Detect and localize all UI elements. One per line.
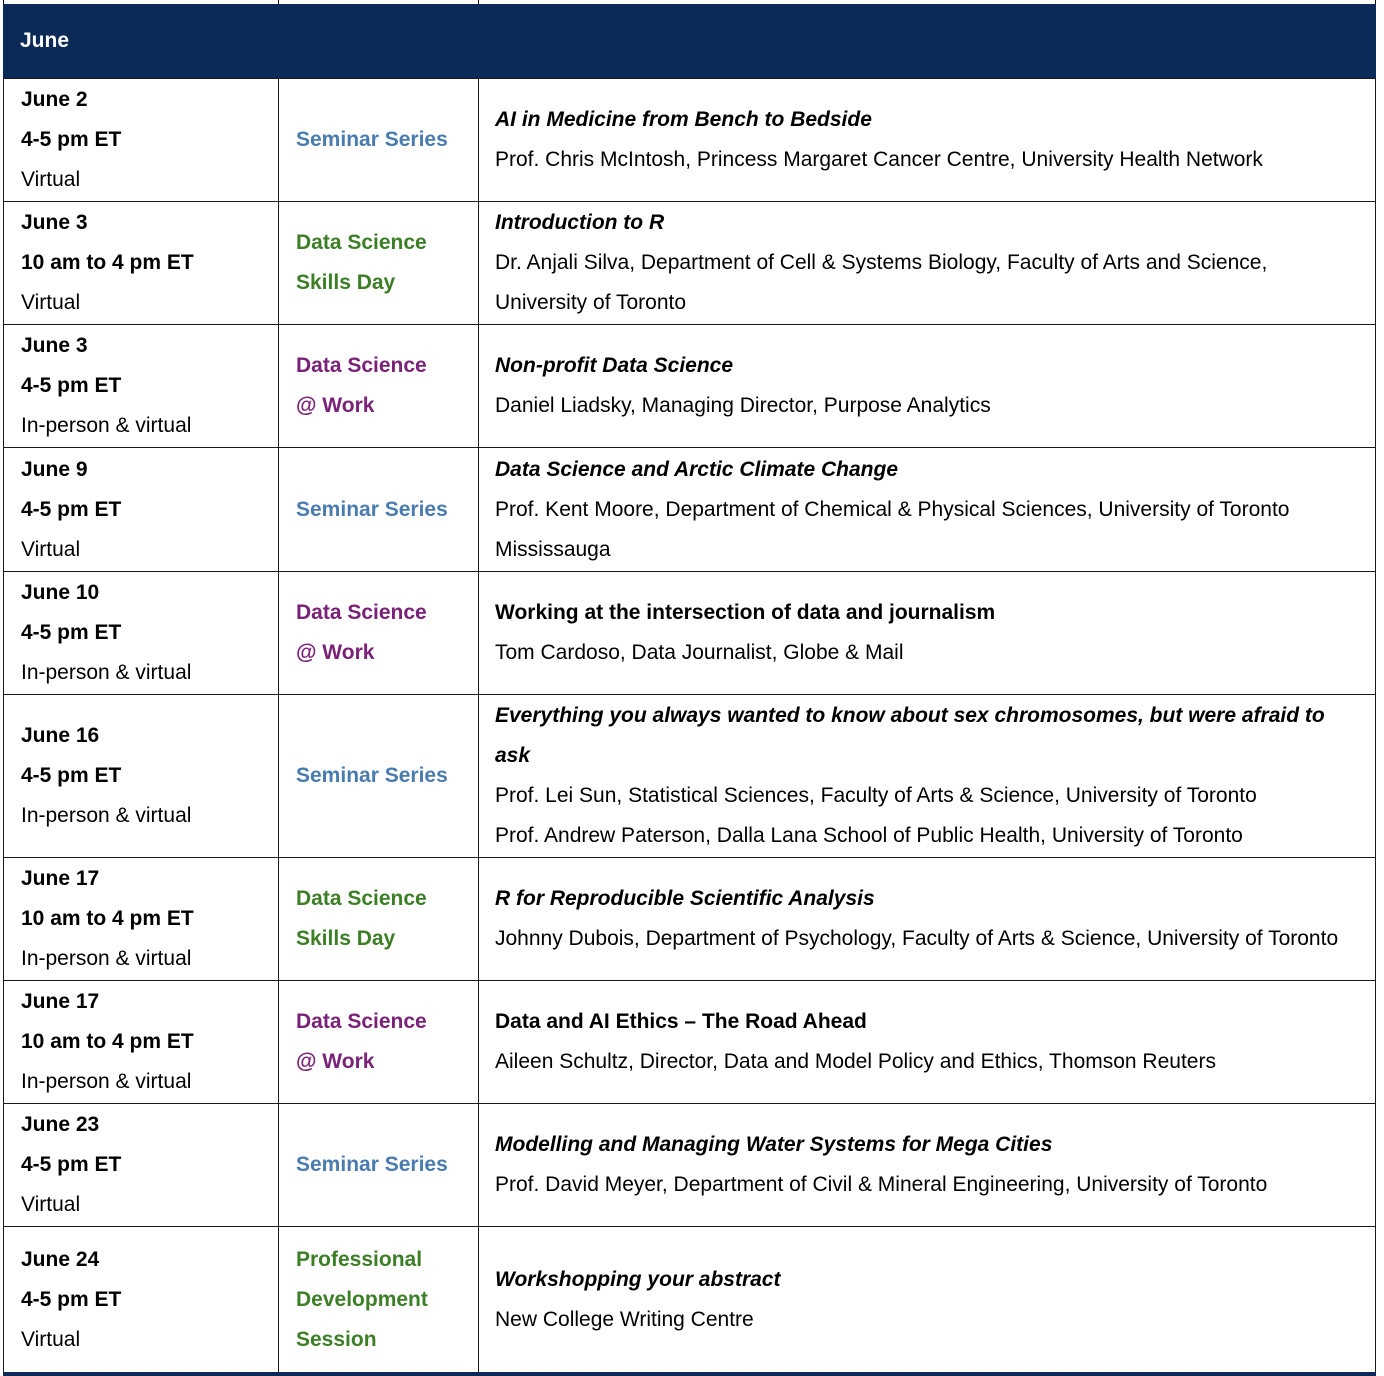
event-row (4, 1104, 1376, 1227)
event-row (4, 325, 1376, 448)
event-details-cell (479, 858, 1376, 981)
event-title: Everything you always wanted to know about sex chromosomes, but were afraid to ask (495, 704, 1325, 767)
event-row (4, 79, 1376, 202)
event-category-line: Seminar Series (296, 1153, 448, 1176)
event-date: June 2 (21, 88, 88, 111)
event-when-cell (4, 1104, 279, 1227)
event-time: 4-5 pm ET (21, 621, 122, 644)
event-row (4, 1227, 1376, 1373)
event-details-cell (479, 202, 1376, 325)
event-date: June 23 (21, 1113, 100, 1136)
event-when-cell (4, 202, 279, 325)
event-category-line: Professional (296, 1247, 423, 1271)
event-title: Introduction to R (495, 211, 665, 234)
event-title: Modelling and Managing Water Systems for Mega Cities (495, 1133, 1053, 1156)
event-mode: In-person & virtual (21, 804, 192, 827)
event-time: 10 am to 4 pm ET (21, 251, 194, 274)
event-time: 4-5 pm ET (21, 128, 122, 151)
event-when-cell (4, 858, 279, 981)
event-category-cell (279, 79, 479, 202)
event-mode: In-person & virtual (21, 947, 192, 970)
event-time: 4-5 pm ET (21, 497, 122, 521)
event-details-cell (479, 572, 1376, 695)
event-category-cell (279, 325, 479, 448)
event-speaker: Tom Cardoso, Data Journalist, Globe & Mail (495, 641, 904, 664)
event-category-line: @ Work (296, 1050, 375, 1073)
event-category-line: Data Science (296, 1010, 427, 1033)
event-time: 4-5 pm ET (21, 1153, 122, 1176)
event-when-cell (4, 572, 279, 695)
month-header: June (3, 4, 1376, 78)
event-category-line: Data Science (296, 231, 427, 254)
event-category-cell (279, 572, 479, 695)
event-category-cell (279, 981, 479, 1104)
event-row (4, 695, 1376, 858)
event-time: 4-5 pm ET (21, 374, 122, 397)
event-details-cell (479, 1227, 1376, 1373)
event-row (4, 448, 1376, 572)
event-category-line: Skills Day (296, 927, 396, 950)
event-speaker: Prof. Lei Sun, Statistical Sciences, Faculty of Arts & Science, University of Toronto (495, 784, 1257, 807)
event-date: June 10 (21, 581, 100, 604)
event-category-line: Session (296, 1327, 377, 1351)
event-title: Workshopping your abstract (495, 1267, 781, 1291)
event-category-line: Data Science (296, 354, 427, 377)
event-category-line: @ Work (296, 394, 375, 417)
event-category-cell (279, 448, 479, 572)
event-details-cell (479, 695, 1376, 858)
event-mode: In-person & virtual (21, 661, 192, 684)
event-when-cell (4, 1227, 279, 1373)
event-mode: Virtual (21, 1193, 81, 1216)
event-speaker: Prof. David Meyer, Department of Civil & Mineral Engineering, University of Toronto (495, 1173, 1268, 1196)
event-speaker: New College Writing Centre (495, 1307, 754, 1331)
event-title: AI in Medicine from Bench to Bedside (495, 108, 872, 131)
event-time: 10 am to 4 pm ET (21, 907, 194, 930)
events-table (3, 78, 1376, 1373)
event-row (4, 572, 1376, 695)
event-when-cell (4, 981, 279, 1104)
event-mode: Virtual (21, 168, 81, 191)
event-category-cell (279, 1227, 479, 1373)
event-speaker: Prof. Andrew Paterson, Dalla Lana School of Public Health, University of Toronto (495, 824, 1243, 847)
event-title: Non-profit Data Science (495, 354, 734, 377)
event-speaker: Johnny Dubois, Department of Psychology, Faculty of Arts & Science, University of Toronto (495, 927, 1339, 950)
event-category-line: Skills Day (296, 271, 396, 294)
event-when-cell (4, 448, 279, 572)
event-date: June 3 (21, 211, 88, 234)
event-row (4, 981, 1376, 1104)
event-date: June 3 (21, 334, 88, 357)
event-details-cell (479, 325, 1376, 448)
event-category-cell (279, 202, 479, 325)
event-speaker: Prof. Kent Moore, Department of Chemical & Physical Sciences, University of Toronto Mississauga (495, 497, 1290, 561)
event-mode: Virtual (21, 291, 81, 314)
event-category-line: Development (296, 1287, 428, 1311)
event-date: June 24 (21, 1247, 100, 1271)
event-date: June 17 (21, 867, 100, 890)
event-speaker: Prof. Chris McIntosh, Princess Margaret Cancer Centre, University Health Network (495, 148, 1263, 171)
event-details-cell (479, 981, 1376, 1104)
event-category-cell (279, 858, 479, 981)
event-row (4, 858, 1376, 981)
event-title: Data and AI Ethics – The Road Ahead (495, 1010, 867, 1033)
event-category-cell (279, 695, 479, 858)
event-category-line: Seminar Series (296, 128, 448, 151)
event-date: June 9 (21, 457, 88, 481)
event-when-cell (4, 79, 279, 202)
event-row (4, 202, 1376, 325)
event-speaker: Dr. Anjali Silva, Department of Cell & Systems Biology, Faculty of Arts and Science, University of Toronto (495, 251, 1268, 314)
event-category-line: Data Science (296, 887, 427, 910)
event-category-line: Seminar Series (296, 497, 448, 521)
event-speaker: Aileen Schultz, Director, Data and Model Policy and Ethics, Thomson Reuters (495, 1050, 1216, 1073)
event-date: June 17 (21, 990, 100, 1013)
event-details-cell (479, 448, 1376, 572)
event-mode: In-person & virtual (21, 414, 192, 437)
event-mode: Virtual (21, 1327, 81, 1351)
event-details-cell (479, 1104, 1376, 1227)
event-mode: In-person & virtual (21, 1070, 192, 1093)
event-date: June 16 (21, 724, 100, 747)
table-bottom-edge (3, 1372, 1376, 1376)
event-title: Data Science and Arctic Climate Change (495, 457, 899, 481)
event-time: 4-5 pm ET (21, 1287, 122, 1311)
event-title: Working at the intersection of data and journalism (495, 601, 996, 624)
event-category-cell (279, 1104, 479, 1227)
event-title: R for Reproducible Scientific Analysis (495, 887, 875, 910)
event-when-cell (4, 325, 279, 448)
event-category-line: Seminar Series (296, 764, 448, 787)
event-category-line: Data Science (296, 601, 427, 624)
event-time: 10 am to 4 pm ET (21, 1030, 194, 1053)
event-speaker: Daniel Liadsky, Managing Director, Purpose Analytics (495, 394, 991, 417)
event-when-cell (4, 695, 279, 858)
event-time: 4-5 pm ET (21, 764, 122, 787)
event-details-cell (479, 79, 1376, 202)
event-mode: Virtual (21, 537, 81, 561)
event-category-line: @ Work (296, 641, 375, 664)
